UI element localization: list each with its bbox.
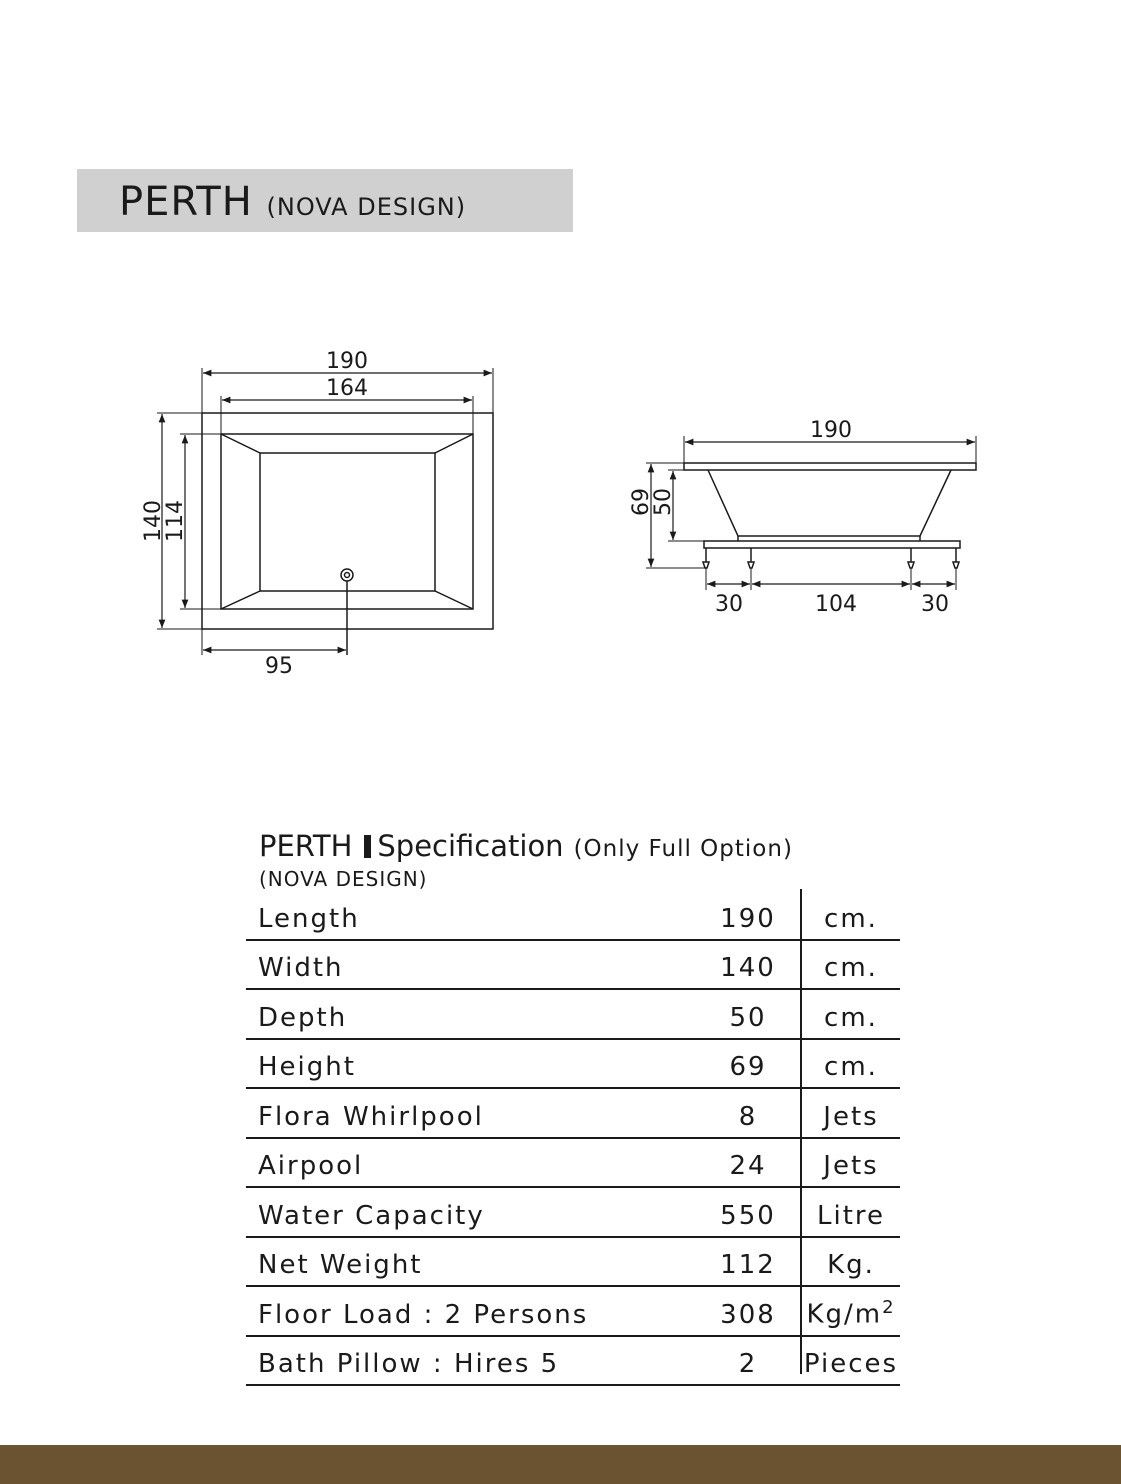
dim-inner-width: 114 <box>163 500 188 542</box>
dim-outer-width: 140 <box>141 500 166 542</box>
title-design: (NOVA DESIGN) <box>266 193 467 221</box>
row-value: 550 <box>720 1200 776 1231</box>
leg-3 <box>908 548 914 568</box>
table-row <box>246 891 900 941</box>
top-view-drawing <box>157 368 493 655</box>
dim-outer-length: 190 <box>326 349 368 374</box>
row-value: 190 <box>720 903 776 934</box>
tub-basin-floor <box>260 453 435 591</box>
spec-table <box>246 891 900 1386</box>
row-unit: Jets <box>823 1101 879 1132</box>
leg-4 <box>953 548 959 568</box>
row-value: 69 <box>729 1052 767 1082</box>
dim-leg-left: 30 <box>715 592 743 617</box>
row-unit: Jets <box>823 1151 879 1181</box>
row-value: 50 <box>729 1002 767 1033</box>
row-unit: Litre <box>816 1200 886 1231</box>
row-label: Net Weight <box>258 1250 423 1280</box>
row-value: 24 <box>729 1151 767 1181</box>
unit-base: Kg/m <box>806 1299 883 1330</box>
dim-side-length: 190 <box>810 418 852 443</box>
dim-side-depth: 50 <box>651 488 676 516</box>
unit-superscript: 2 <box>882 1296 896 1318</box>
drain-icon <box>341 569 353 581</box>
row-unit: cm. <box>824 953 878 983</box>
row-label: Length <box>258 903 360 934</box>
table-row <box>246 941 900 991</box>
row-value: 8 <box>738 1101 758 1132</box>
tub-lip <box>684 463 976 470</box>
dim-leg-right: 30 <box>921 592 949 617</box>
table-row <box>246 1337 900 1387</box>
row-value: 112 <box>720 1250 776 1280</box>
tub-body <box>708 470 951 536</box>
row-label: Width <box>258 953 344 983</box>
footer-band <box>0 1445 1121 1484</box>
spec-title: Specification <box>377 829 564 863</box>
table-row <box>246 1238 900 1288</box>
dim-side-height: 69 <box>629 488 654 516</box>
table-row <box>246 1188 900 1238</box>
row-value: 308 <box>720 1299 776 1330</box>
tub-frame <box>704 541 960 548</box>
table-row <box>246 990 900 1040</box>
row-unit: cm. <box>824 1052 878 1082</box>
row-label: Floor Load : 2 Persons <box>258 1299 589 1330</box>
dim-drain-offset: 95 <box>265 654 293 679</box>
title-name: PERTH <box>119 179 253 225</box>
row-value: 140 <box>720 953 776 983</box>
row-value: 2 <box>738 1349 758 1379</box>
table-row <box>246 1139 900 1189</box>
spec-design: (NOVA DESIGN) <box>259 867 428 891</box>
dim-leg-middle: 104 <box>815 592 857 617</box>
row-unit: Pieces <box>803 1349 899 1379</box>
dim-inner-length: 164 <box>326 376 368 401</box>
row-label: Depth <box>258 1002 348 1033</box>
leg-2 <box>748 548 754 568</box>
spec-heading <box>259 828 793 867</box>
row-unit <box>802 1297 900 1330</box>
row-unit: cm. <box>824 1002 878 1033</box>
row-label: Height <box>258 1052 356 1082</box>
table-row <box>246 1287 900 1337</box>
row-label: Water Capacity <box>258 1200 485 1231</box>
spec-model: PERTH <box>259 829 353 863</box>
table-row <box>246 1089 900 1139</box>
row-label: Flora Whirlpool <box>258 1101 484 1132</box>
table-row <box>246 1040 900 1090</box>
side-view-drawing <box>646 436 976 590</box>
leg-1 <box>703 548 709 568</box>
separator-bar <box>364 835 371 858</box>
row-label: Airpool <box>258 1151 364 1181</box>
row-label: Bath Pillow : Hires 5 <box>258 1349 560 1379</box>
spec-option: (Only Full Option) <box>573 836 793 862</box>
row-unit: cm. <box>824 903 878 934</box>
row-unit: Kg. <box>827 1250 875 1280</box>
